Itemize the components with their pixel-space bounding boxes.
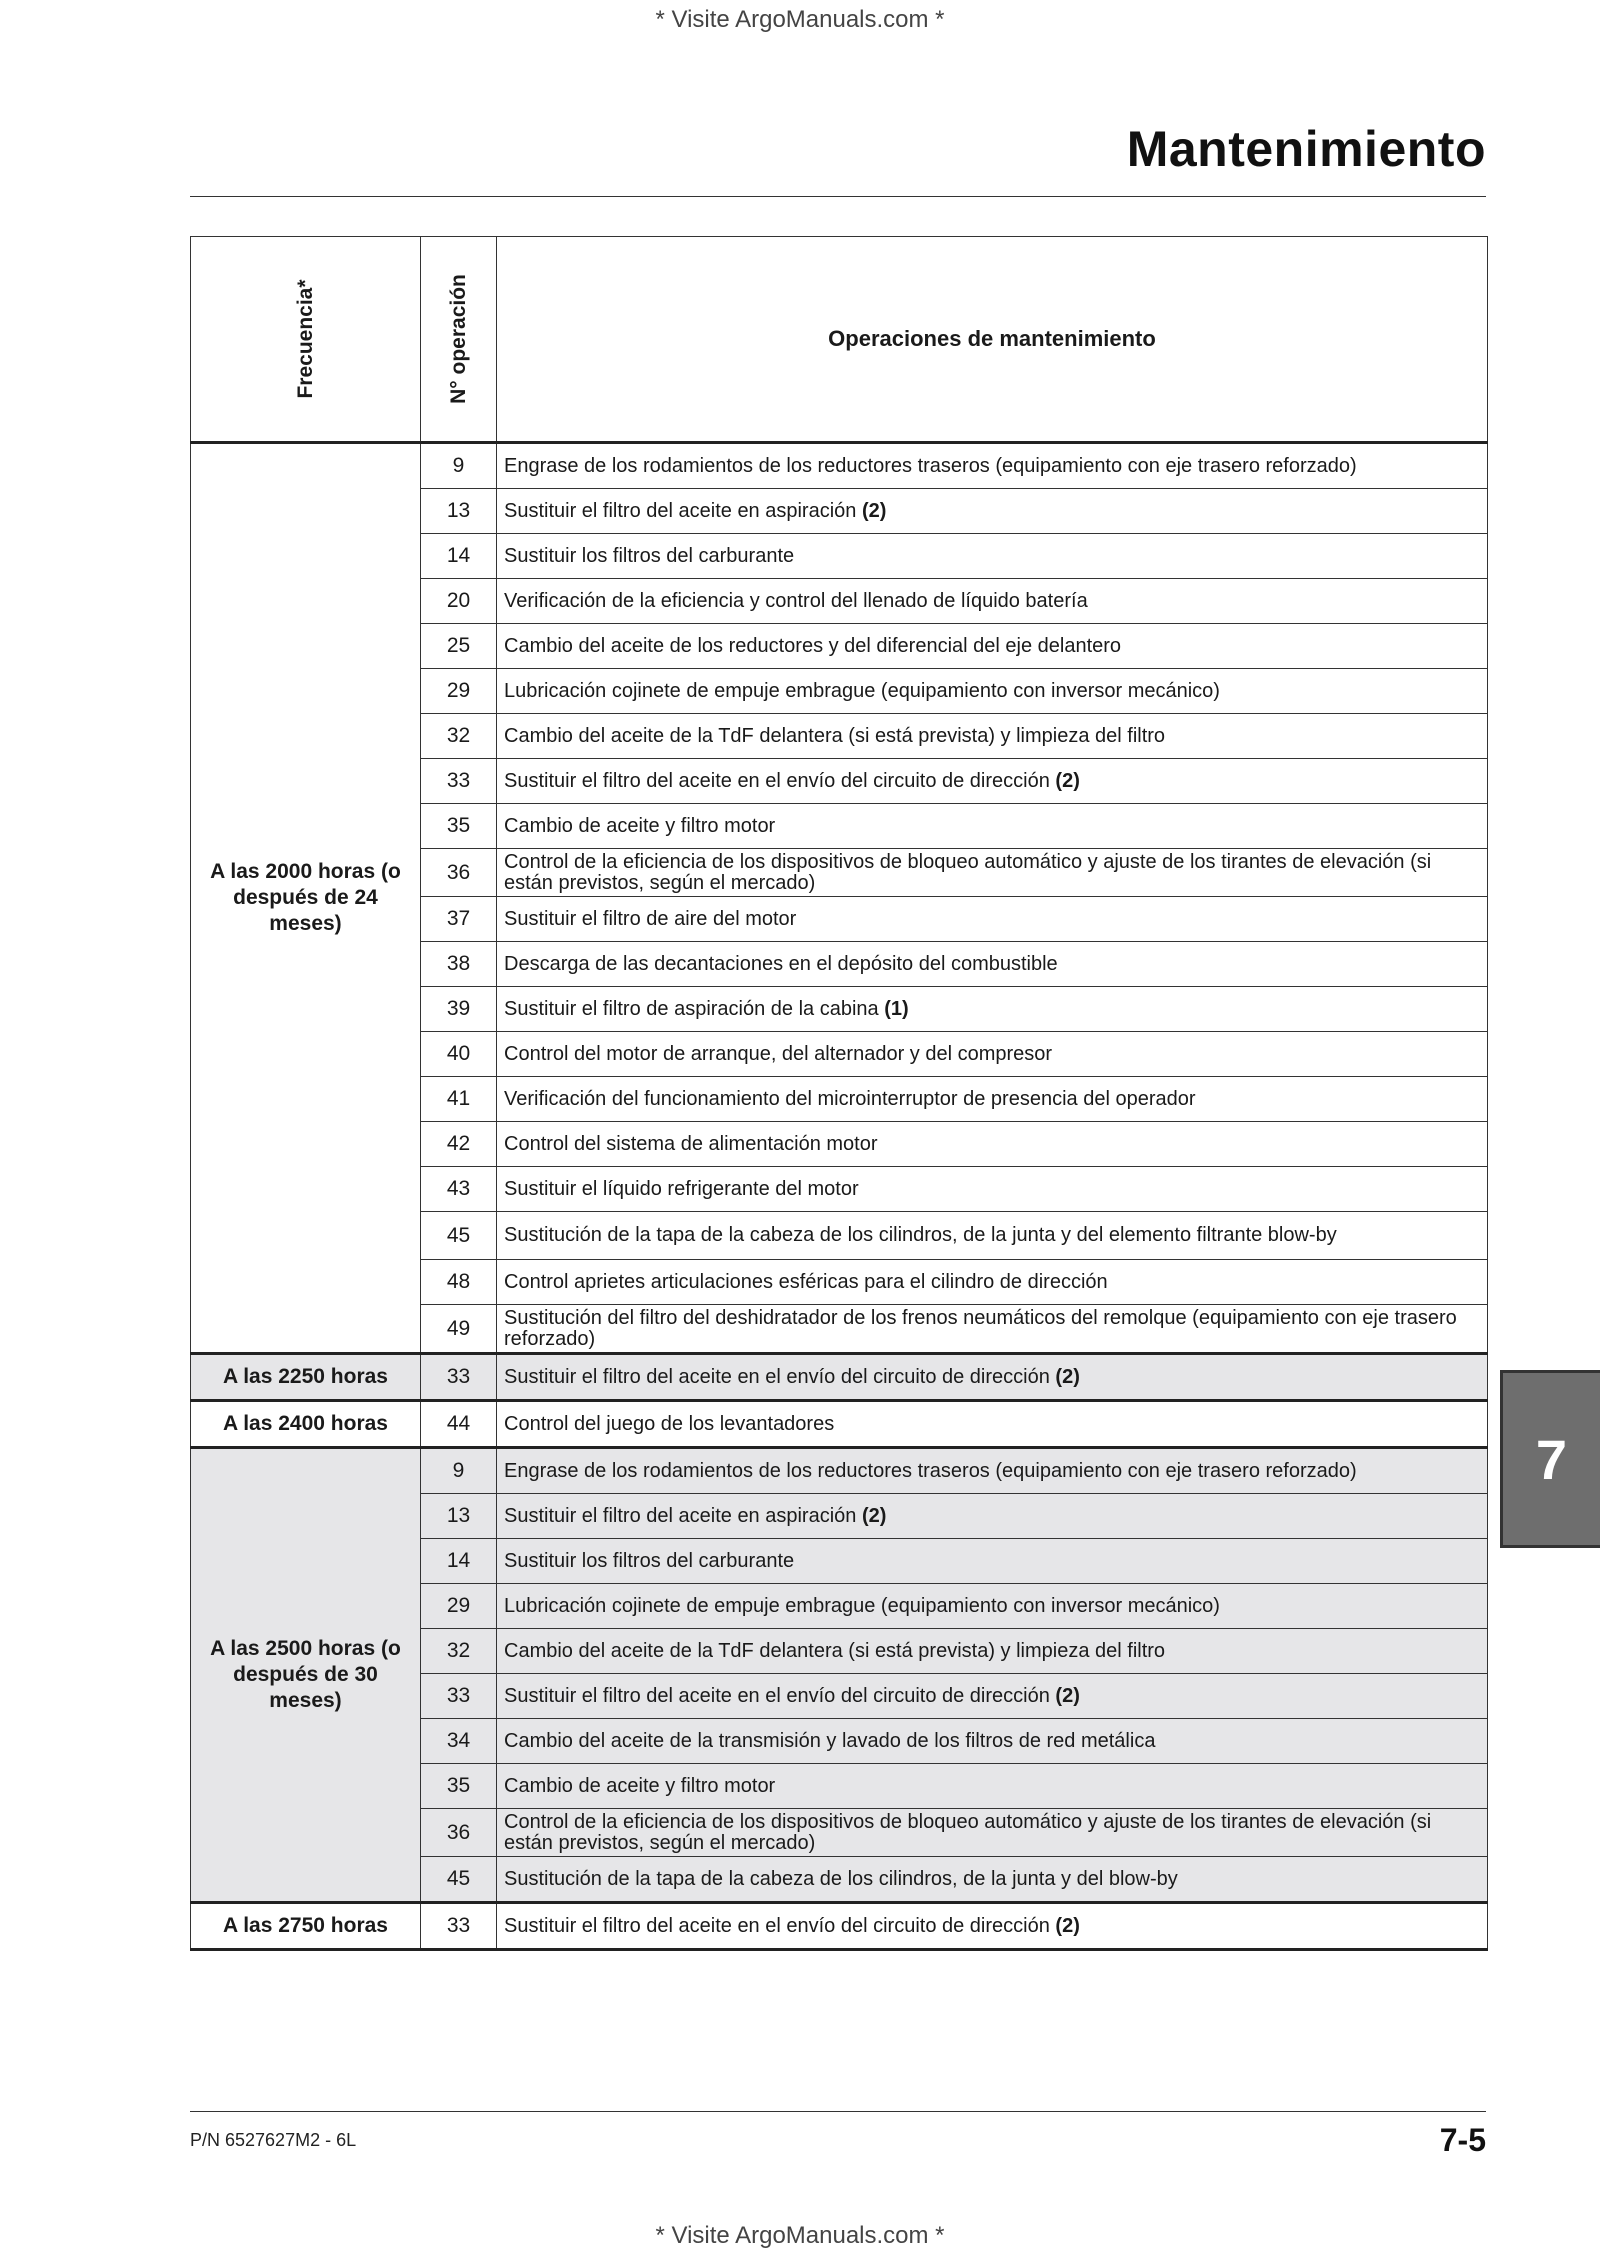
table-row [191, 443, 1488, 489]
operation-description [497, 1494, 1488, 1539]
operation-text: Lubricación cojinete de empuje embrague (equipamiento con inversor mecánico) [504, 679, 1220, 702]
operation-description [497, 579, 1488, 624]
operation-text: Control del sistema de alimentación motor [504, 1132, 878, 1155]
operation-number: 14 [421, 534, 497, 579]
operation-number: 29 [421, 1584, 497, 1629]
operation-description [497, 1903, 1488, 1950]
operation-text: Sustituir el filtro del aceite en el envío del circuito de dirección [504, 769, 1050, 792]
operation-description [497, 1077, 1488, 1122]
header-op-number [421, 237, 497, 443]
operation-text: Sustitución de la tapa de la cabeza de los cilindros, de la junta y del elemento filtrante blow-by [504, 1224, 1337, 1246]
operation-note: (2) [861, 499, 887, 522]
operation-description [497, 714, 1488, 759]
page-title: Mantenimiento [1126, 121, 1486, 177]
operation-text: Control de la eficiencia de los dispositivos de bloqueo automático y ajuste de los tirantes de elevación (si están previstos, según el mercado) [504, 850, 1432, 894]
operation-number: 38 [421, 942, 497, 987]
operation-text: Cambio de aceite y filtro motor [504, 814, 776, 837]
operation-number: 42 [421, 1122, 497, 1167]
operation-text: Control del juego de los levantadores [504, 1412, 835, 1435]
maintenance-table [190, 236, 1488, 1951]
operation-number: 33 [421, 1674, 497, 1719]
operation-text: Descarga de las decantaciones en el depósito del combustible [504, 952, 1058, 975]
operation-text: Cambio del aceite de la transmisión y lavado de los filtros de red metálica [504, 1729, 1156, 1752]
operation-number: 35 [421, 804, 497, 849]
operation-text: Sustituir el filtro del aceite en el envío del circuito de dirección [504, 1684, 1050, 1707]
operation-number: 25 [421, 624, 497, 669]
operation-number: 35 [421, 1764, 497, 1809]
operation-description [497, 669, 1488, 714]
operation-text: Sustituir el filtro del aceite en el envío del circuito de dirección [504, 1914, 1050, 1937]
operation-number: 29 [421, 669, 497, 714]
operation-note: (2) [1055, 769, 1080, 792]
operation-text: Control del motor de arranque, del alternador y del compresor [504, 1042, 1053, 1065]
frequency-group [191, 443, 1488, 1354]
operation-note: (2) [1055, 1365, 1080, 1388]
chapter-tab: 7 [1500, 1370, 1600, 1548]
frequency-group [191, 1448, 1488, 1903]
operation-note: (2) [861, 1504, 887, 1527]
operation-number: 36 [421, 1809, 497, 1857]
operation-text: Cambio del aceite de la TdF delantera (si está prevista) y limpieza del filtro [504, 724, 1166, 747]
operation-text: Sustituir el líquido refrigerante del motor [504, 1177, 859, 1200]
operation-number: 13 [421, 489, 497, 534]
operation-text: Verificación del funcionamiento del microinterruptor de presencia del operador [504, 1087, 1196, 1110]
operation-text: Sustitución de la tapa de la cabeza de los cilindros, de la junta y del blow-by [504, 1867, 1178, 1890]
operation-description [497, 1584, 1488, 1629]
operation-description [497, 804, 1488, 849]
operation-text: Cambio del aceite de los reductores y del diferencial del eje delantero [504, 634, 1122, 657]
operation-number: 40 [421, 1032, 497, 1077]
operation-text: Control aprietes articulaciones esféricas para el cilindro de dirección [504, 1270, 1108, 1293]
operation-number: 36 [421, 849, 497, 897]
frequency-cell: A las 2000 horas (o después de 24 meses) [191, 443, 421, 1354]
operation-description [497, 443, 1488, 489]
operation-note: (2) [1055, 1914, 1080, 1937]
frequency-cell: A las 2400 horas [191, 1401, 421, 1448]
header-frequency-label: Frecuencia* [293, 279, 317, 399]
frequency-cell: A las 2250 horas [191, 1354, 421, 1401]
operation-number: 33 [421, 1354, 497, 1401]
operation-text: Lubricación cojinete de empuje embrague (equipamiento con inversor mecánico) [504, 1594, 1220, 1617]
operation-note: (2) [1055, 1684, 1080, 1707]
frequency-group [191, 1903, 1488, 1950]
operation-number: 32 [421, 1629, 497, 1674]
operation-text: Control de la eficiencia de los dispositivos de bloqueo automático y ajuste de los tirantes de elevación (si están previstos, según el mercado) [504, 1810, 1432, 1854]
operation-number: 48 [421, 1260, 497, 1305]
operation-description [497, 1401, 1488, 1448]
operation-description [497, 897, 1488, 942]
watermark-bottom: * Visite ArgoManuals.com * [655, 2222, 945, 2249]
operation-number: 49 [421, 1305, 497, 1354]
operation-description [497, 1764, 1488, 1809]
title-divider [190, 196, 1486, 197]
frequency-group [191, 1401, 1488, 1448]
operation-note: (1) [884, 997, 909, 1020]
operation-number: 9 [421, 443, 497, 489]
operation-text: Verificación de la eficiencia y control del llenado de líquido batería [504, 589, 1088, 612]
operation-description [497, 759, 1488, 804]
operation-number: 44 [421, 1401, 497, 1448]
operation-description [497, 1122, 1488, 1167]
operation-description [497, 1212, 1488, 1260]
footer-page-number: 7-5 [1439, 2122, 1486, 2158]
operation-text: Sustituir los filtros del carburante [504, 544, 795, 567]
operation-description [497, 1719, 1488, 1764]
footer-part-number: P/N 6527627M2 - 6L [190, 2130, 357, 2150]
operation-description [497, 1305, 1488, 1354]
operation-description [497, 1809, 1488, 1857]
operation-description [497, 1674, 1488, 1719]
operation-number: 43 [421, 1167, 497, 1212]
operation-description [497, 942, 1488, 987]
operation-number: 33 [421, 759, 497, 804]
operation-number: 20 [421, 579, 497, 624]
operation-description [497, 624, 1488, 669]
operation-description [497, 1167, 1488, 1212]
operation-description [497, 1260, 1488, 1305]
frequency-cell: A las 2500 horas (o después de 30 meses) [191, 1448, 421, 1903]
operation-number: 34 [421, 1719, 497, 1764]
table-row [191, 1354, 1488, 1401]
operation-description [497, 1448, 1488, 1494]
header-operations: Operaciones de mantenimiento [497, 237, 1488, 443]
watermark-top: * Visite ArgoManuals.com * [655, 6, 945, 33]
table-header [191, 237, 1488, 443]
maintenance-table-container [190, 236, 1487, 1951]
operation-description [497, 849, 1488, 897]
frequency-group [191, 1354, 1488, 1401]
operation-text: Sustituir el filtro de aire del motor [504, 907, 797, 930]
operation-number: 41 [421, 1077, 497, 1122]
operation-text: Engrase de los rodamientos de los reductores traseros (equipamiento con eje trasero reforzado) [504, 1459, 1357, 1482]
operation-description [497, 489, 1488, 534]
operation-number: 45 [421, 1857, 497, 1903]
operation-text: Engrase de los rodamientos de los reductores traseros (equipamiento con eje trasero reforzado) [504, 454, 1357, 477]
operation-number: 33 [421, 1903, 497, 1950]
table-row [191, 1903, 1488, 1950]
operation-number: 45 [421, 1212, 497, 1260]
operation-description [497, 1629, 1488, 1674]
operation-text: Sustituir el filtro del aceite en aspiración [504, 499, 857, 522]
operation-description [497, 1354, 1488, 1401]
operation-number: 9 [421, 1448, 497, 1494]
operation-text: Cambio de aceite y filtro motor [504, 1774, 776, 1797]
frequency-cell: A las 2750 horas [191, 1903, 421, 1950]
operation-number: 13 [421, 1494, 497, 1539]
operation-description [497, 1539, 1488, 1584]
operation-text: Sustituir los filtros del carburante [504, 1549, 795, 1572]
operation-description [497, 1857, 1488, 1903]
operation-number: 32 [421, 714, 497, 759]
operation-text: Cambio del aceite de la TdF delantera (si está prevista) y limpieza del filtro [504, 1639, 1166, 1662]
header-op-number-label: N° operación [446, 274, 470, 404]
operation-text: Sustituir el filtro de aspiración de la cabina [504, 997, 879, 1020]
operation-number: 39 [421, 987, 497, 1032]
operation-text: Sustitución del filtro del deshidratador de los frenos neumáticos del remolque (equipamiento con eje trasero reforzado) [504, 1306, 1457, 1350]
operation-description [497, 987, 1488, 1032]
header-frequency [191, 237, 421, 443]
operation-text: Sustituir el filtro del aceite en aspiración [504, 1504, 857, 1527]
operation-number: 14 [421, 1539, 497, 1584]
operation-number: 37 [421, 897, 497, 942]
table-row [191, 1448, 1488, 1494]
table-row [191, 1401, 1488, 1448]
operation-description [497, 1032, 1488, 1077]
operation-description [497, 534, 1488, 579]
footer-divider [190, 2111, 1486, 2112]
operation-text: Sustituir el filtro del aceite en el envío del circuito de dirección [504, 1365, 1050, 1388]
